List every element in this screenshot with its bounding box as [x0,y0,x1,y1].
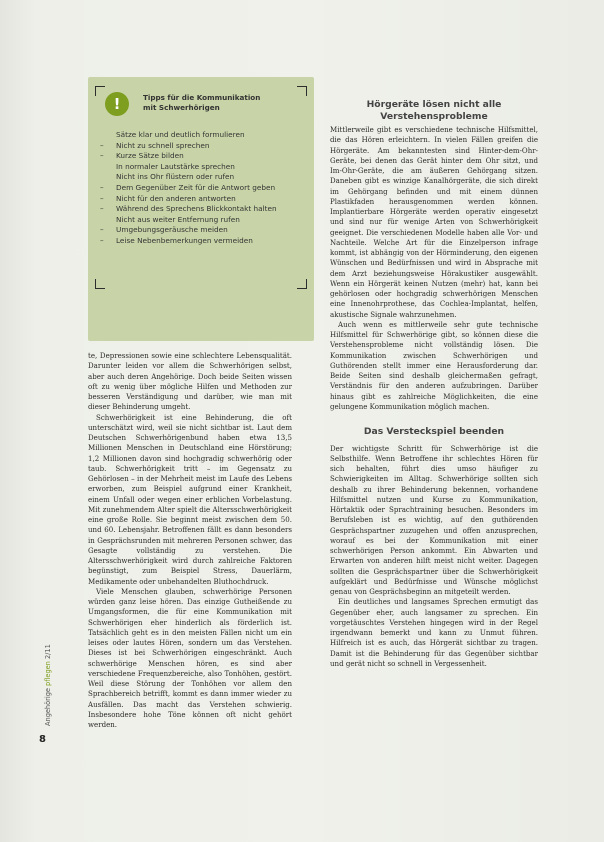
body-paragraph: Viele Menschen glauben, schwerhörige Personen würden ganz leise hören. Das einzige Gutheißende zu Umgangsformen, die für eine Kommunikation mit Schwerhörigen eher hinderlich als förderlich ist. Tatsächlich geht es in den meisten Fällen nicht um ein leises oder lautes Hören, sondern um das Verstehen. Dieses ist bei Schwerhörigen eingeschränkt. Auch schwerhörige Menschen hören, es sind aber verschiedene Frequenzbereiche, also Tonhöhen, gestört. Weil diese Störung der Tonhöhen vor allem den Sprachbereich betrifft, kommt es dann immer wieder zu Ausfällen. Das macht das Verstehen schwierig. Insbesondere hohe Töne können oft nicht gehört werden. [88,586,292,729]
right-column [330,99,538,669]
body-paragraph: Auch wenn es mittlerweile sehr gute technische Hilfsmittel für Schwerhörige gibt, so können diese die Verstehensprobleme nicht vollständig lösen. Die Kommunikation zwischen Schwerhörigen und Guthörenden stellt immer eine Herausforderung dar. Beide Seiten sind deshalb gleichermaßen gefragt, Verständnis für den anderen aufzubringen. Darüber hinaus gibt es zahlreiche Möglichkeiten, die eine gelungene Kommunikation möglich machen. [330,319,538,411]
tips-list-item: – Nicht für den anderen antworten [100,194,310,205]
tips-list-item: In normaler Lautstärke sprechen [116,161,235,171]
page-number: 8 [39,734,46,745]
body-paragraph: te, Depressionen sowie eine schlechtere Lebensqualität. Darunter leiden vor allem die Schwerhörigen selbst, aber auch deren Angehörige. Doch beide Seiten wissen oft zu wenig über mögliche Hilfen und Methoden zur besseren Verständigung und darüber, wie man mit dieser Behinderung umgeht. [88,351,292,412]
tips-list-item: – Nicht zu schnell sprechen [100,141,310,152]
body-paragraph: Mittlerweile gibt es verschiedene technische Hilfsmittel, die das Hören erleichtern. In vielen Fällen greifen die Hörgeräte. Am bekanntesten sind Hinter-dem-Ohr-Geräte, bei denen das Gerät hinter dem Ohr sitzt, und Im-Ohr-Geräte, die am äußeren Gehörgang sitzen. Daneben gibt es winzige Kanalhörgeräte, die sich direkt im Gehörgang befinden und mit einem dünnen Plastikfaden herausgenommen werden können. Implantierbare Hörgeräte werden operativ eingesetzt und sind nur für wenige Arten von Schwerhörigkeit geeignet. Die verschiedenen Modelle haben alle Vor- und Nachteile. Welche Art für die Einzelperson infrage kommt, ist abhängig von der Hörminderung, den eigenen Wünschen und Bedürfnissen und wird in Absprache mit dem Arzt beziehungsweise Hörakustiker ausgewählt. Wenn ein Hörgerät keinen Nutzen (mehr) hat, kann bei gehörlosen oder hochgradig schwerhörigen Menschen eine Innenohrprothese, das Cochlea-Implantat, helfen, akustische Signale wahrzunehmen. [330,125,538,319]
corner-bracket [297,279,307,289]
body-paragraph: Der wichtigste Schritt für Schwerhörige ist die Selbsthilfe. Wenn Betroffene ihr schlechtes Hören für sich behalten, führt dies umso häufiger zu Schwierigkeiten im Alltag. Schwerhörige sollten sich deshalb zu ihrer Behinderung bekennen, vorhandene Hilfsmittel nutzen und Kurse zu Kommunikation, Hörtaktik oder Sprachtraining besuchen. Besonders im Berufsleben ist es wichtig, auf den guthörenden Gesprächspartner zuzugehen und offen anzusprechen, worauf es bei der Kommunikation mit einer schwerhörigen Person ankommt. Ein Abwarten und Erwarten von anderen hilft meist nicht weiter. Dagegen sollten die Gesprächspartner über die Schwerhörigkeit aufgeklärt und Bedürfnisse und Wünsche möglichst genau von Gesprächsbeginn an mitgeteilt werden. [330,443,538,596]
section-heading: Das Versteckspiel beenden [363,426,505,437]
section-heading: Hörgeräte lösen nicht alle Verstehensprobleme [366,99,502,122]
corner-bracket [95,86,105,96]
exclamation-icon: ! [105,92,129,116]
tips-list-item: – Kurze Sätze bilden [100,151,310,162]
body-paragraph: Ein deutliches und langsames Sprechen ermutigt das Gegenüber eher, auch langsamer zu sprechen. Ein vorgetäuschtes Verstehen hingegen wird in der Regel irgendwann bemerkt und kann zu Unmut führen. Hilfreich ist es auch, das Hörgerät sichtbar zu tragen. Damit ist die Behinderung für das Gegenüber sichtbar und gerät nicht so schnell in Vergessenheit. [330,597,538,668]
tips-list-item: Nicht aus weiter Entfernung rufen [116,214,240,224]
corner-bracket [297,86,307,96]
tips-list-item: – Umgebungsgeräusche meiden [100,225,310,236]
tips-list [100,130,310,247]
tips-list-item: – Leise Nebenbemerkungen vermeiden [100,236,310,247]
tips-list-item: Nicht ins Ohr flüstern oder rufen [116,172,235,182]
tips-box [88,77,314,341]
body-paragraph: Schwerhörigkeit ist eine Behinderung, die oft unterschätzt wird, weil sie nicht sichtbar ist. Laut dem Deutschen Schwerhörigenbund haben etwa 13,5 Millionen Menschen in Deutschland eine Hörstörung; 1,2 Millionen davon sind hochgradig schwerhörig oder taub. Schwerhörigkeit tritt – im Gegensatz zu Gehörlosen – in der Mehrheit meist im Laufe des Lebens erworben, zum Beispiel aufgrund einer Krankheit, einem Unfall oder wegen einer erblichen Vorbelastung. Mit zunehmendem Alter spielt die Altersschwerhörigkeit eine große Rolle. Sie beginnt meist zwischen dem 50. und 60. Lebensjahr. Betroffenen fällt es dann besonders in Gesprächsrunden mit mehreren Personen schwer, das Gesagte vollständig zu verstehen. Die Altersschwerhörigkeit wird durch zahlreiche Faktoren begünstigt, zum Beispiel Stress, Dauerlärm, Medikamente oder unbehandelten Bluthochdruck. [88,412,292,586]
tips-list-item: – Dem Gegenüber Zeit für die Antwort geben [100,183,310,194]
tips-title: Tipps für die Kommunikation mit Schwerhörigen [143,93,261,112]
running-head: Angehörige pflegen 2/11 [44,644,52,726]
corner-bracket [95,279,105,289]
tips-list-item: Sätze klar und deutlich formulieren [116,130,245,139]
left-column [88,351,292,730]
tips-list-item: – Während des Sprechens Blickkontakt halten [100,204,310,215]
